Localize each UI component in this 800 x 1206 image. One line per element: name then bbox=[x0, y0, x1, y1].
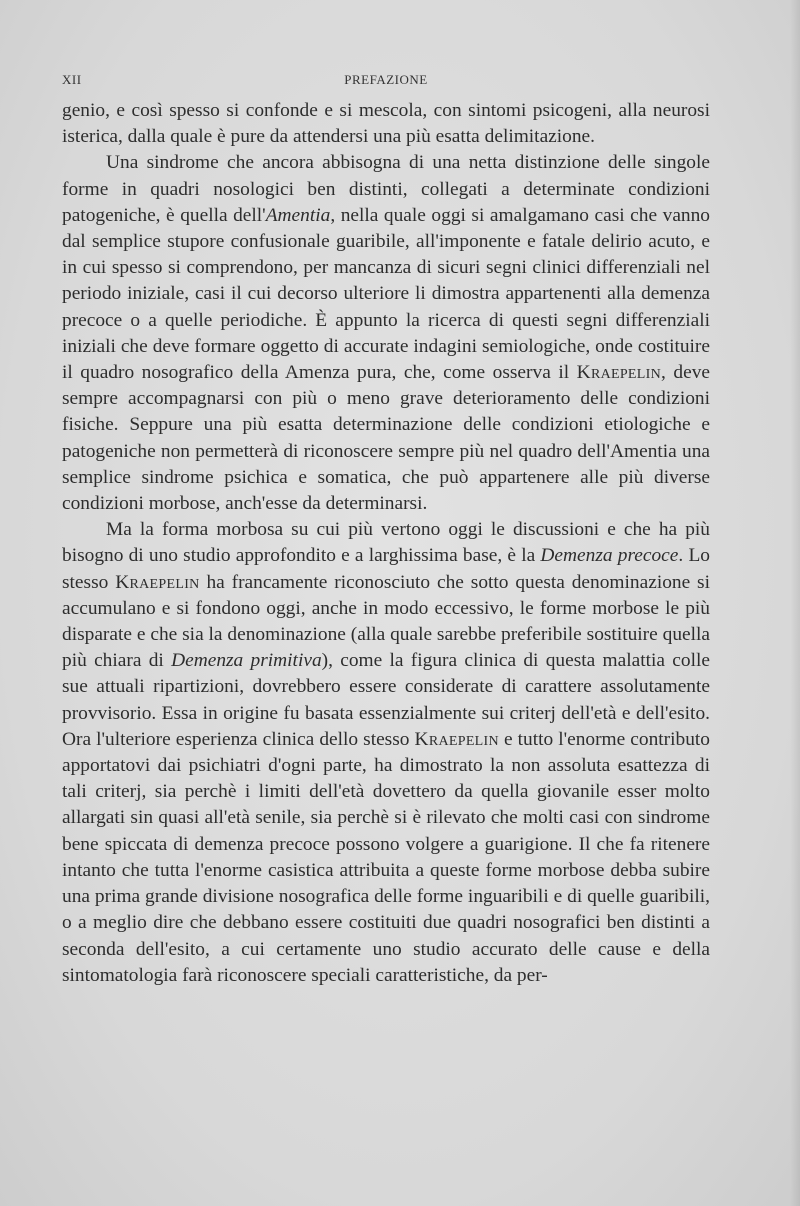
italic-term: Demenza primitiva bbox=[171, 650, 322, 672]
text-run: . Lo stesso bbox=[62, 545, 710, 593]
text-run: ), come la figura clinica di questa malattia colle sue attuali ripartizioni, dovrebbero essere considerate di carattere assolutamente provvisorio. Essa in origine fu basata essenzialmente sui criterj dell'età e dell'esito. Ora l'ulteriore esperienza clinica dello stesso bbox=[62, 650, 710, 750]
text-run: , deve sempre accompagnarsi con più o meno grave deterioramento delle condizioni fisiche. Seppure una più esatta determinazione delle condizioni etiologiche e patogeniche non permetterà di riconoscere sempre più nel quadro dell'Amentia una semplice sindrome psichica e somatica, che può appartenere alle più diverse condizioni morbose, anch'esse da determinarsi. bbox=[62, 362, 710, 515]
body-text bbox=[62, 98, 710, 989]
page-header bbox=[62, 72, 710, 92]
text-run: Una sindrome che ancora abbisogna di una netta distinzione delle singole forme in quadri nosologici ben distinti, collegati a determinate condizioni patogeniche, è quella dell' bbox=[62, 152, 710, 226]
text-run: ha francamente riconosciuto che sotto questa denominazione si accumulano e si fondono oggi, anche in modo eccessivo, le forme morbose le più disparate e che sia la denominazione (alla quale sarebbe preferibile sostituire quella più chiara di bbox=[62, 571, 710, 672]
text-run: Ma la forma morbosa su cui più vertono oggi le discussioni e che ha più bisogno di uno studio approfondito e a larghissima base, è la bbox=[62, 519, 710, 567]
paragraph bbox=[62, 98, 710, 150]
italic-term: Demenza precoce bbox=[540, 545, 679, 567]
paragraph bbox=[62, 517, 710, 989]
running-head: PREFAZIONE bbox=[344, 72, 428, 87]
page-edge-shadow bbox=[790, 0, 800, 1206]
text-run: genio, e così spesso si confonde e si mescola, con sintomi psicogeni, alla neurosi isterica, dalla quale è pure da attendersi una più esatta delimitazione. bbox=[62, 100, 710, 148]
italic-term: Amentia bbox=[265, 204, 331, 226]
text-run: e tutto l'enorme contributo apportatovi dai psichiatri d'ogni parte, ha dimostrato la non assoluta esattezza di tali criterj, sia perchè i limiti dell'età dovettero da quella giovanile esser molto allargati sin quasi all'età senile, sia perchè si è rilevato che molti casi con sindrome bene spiccata di demenza precoce possono volgere a guarigione. Il che fa ritenere intanto che tutta l'enorme casistica attribuita a queste forme morbose debba subire una prima grande divisione nosografica delle forme inguaribili e di quelle guaribili, o a meglio dire che debbano essere costituiti due quadri nosografici ben distinti a seconda dell'esito, a cui certamente uno studio accurato delle cause e della sintomatologia farà riconoscere speciali caratteristiche, da per- bbox=[62, 728, 710, 986]
author-name: Kraepelin bbox=[576, 362, 662, 384]
author-name: Kraepelin bbox=[414, 728, 499, 750]
text-run: , nella quale oggi si amalgamano casi che vanno dal semplice stupore confusionale guaribile, all'imponente e fatale delirio acuto, e in cui spesso si comprendono, per mancanza di sicuri segni clinici differenziali nel periodo iniziale, casi il cui decorso ulteriore li dimostra appartenenti alla demenza precoce o a quelle periodiche. È appunto la ricerca di questi segni differenziali iniziali che deve formare oggetto di accurate indagini semiologiche, onde costituire il quadro nosografico della Amenza pura, che, come osserva il bbox=[62, 204, 711, 384]
paragraph bbox=[62, 150, 710, 517]
author-name: Kraepelin bbox=[115, 571, 200, 593]
page-number: XII bbox=[62, 72, 82, 87]
